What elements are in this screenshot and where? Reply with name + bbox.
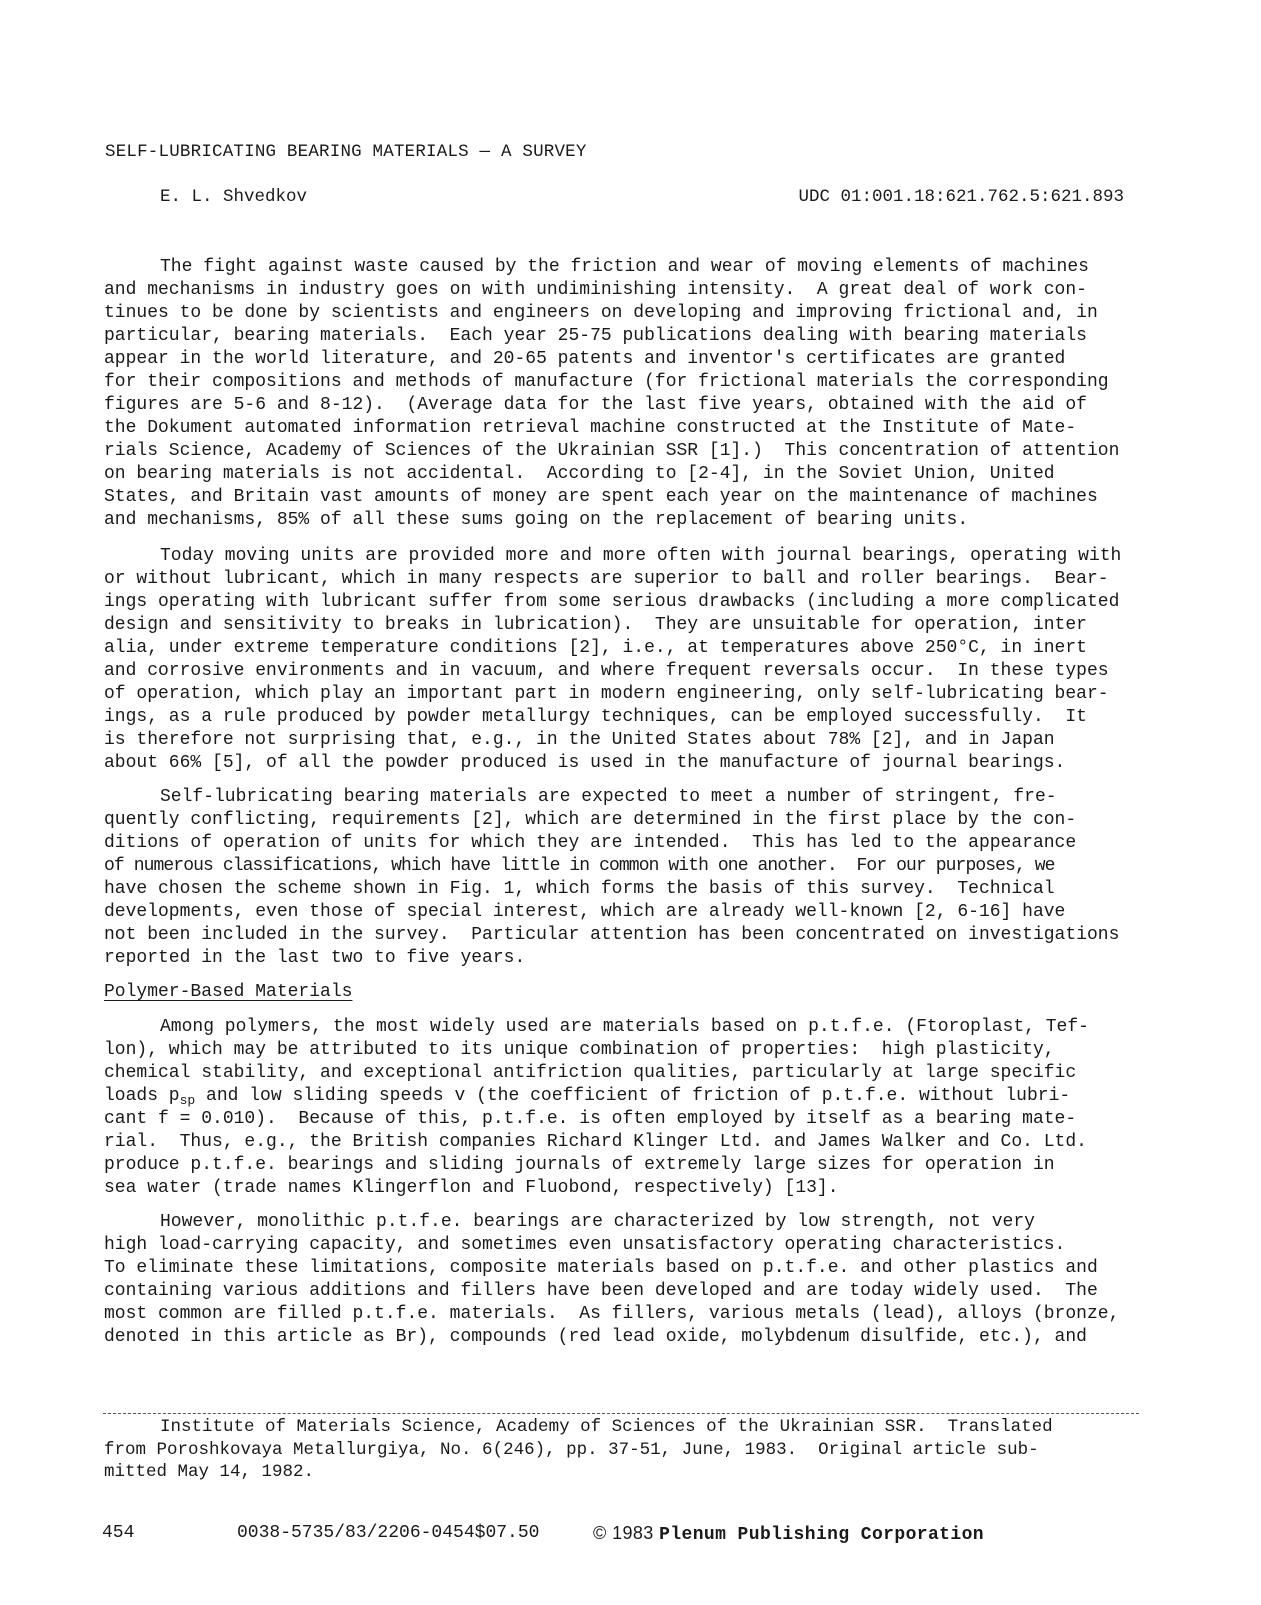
footnote-line: from Poroshkovaya Metallurgiya, No. 6(246), pp. 37-51, June, 1983. Original article sub- — [104, 1439, 1039, 1460]
text-line: developments, even those of special interest, which are already well-known [2, 6-16] have — [104, 902, 1066, 922]
text-line: denoted in this article as Br), compounds (red lead oxide, molybdenum disulfide, etc.), and — [104, 1327, 1087, 1347]
loads-text: loads p — [104, 1086, 180, 1106]
text-line: reported in the last two to five years. — [104, 948, 526, 968]
text-line: is therefore not surprising that, e.g., in the United States about 78% [2], and in Japan — [104, 730, 1055, 750]
text-line: the Dokument automated information retrieval machine constructed at the Institute of Mate- — [104, 418, 1077, 438]
text-line: Among polymers, the most widely used are materials based on p.t.f.e. (Ftoroplast, Tef- — [160, 1017, 1089, 1037]
text-line: rial. Thus, e.g., the British companies Richard Klinger Ltd. and James Walker and Co. Ltd. — [104, 1132, 1087, 1152]
text-line: quently conflicting, requirements [2], which are determined in the first place by the con- — [104, 810, 1077, 830]
article-code: 0038-5735/83/2206-0454$07.50 — [237, 1523, 540, 1543]
copyright-year: © 1983 — [593, 1523, 654, 1543]
section-heading: Polymer-Based Materials — [104, 982, 353, 1002]
footnote — [104, 1416, 1053, 1484]
text-line: most common are filled p.t.f.e. materials. As fillers, various metals (lead), alloys (bronze, — [104, 1304, 1120, 1324]
paragraph-intro — [104, 256, 1164, 532]
text-line: on bearing materials is not accidental. According to [2-4], in the Soviet Union, United — [104, 464, 1055, 484]
text-line: appear in the world literature, and 20-65 patents and inventor's certificates are granted — [104, 349, 1066, 369]
text-line: of numerous classifications, which have little in common with one another. For our purposes, we — [104, 856, 1055, 876]
paragraph-polymers — [104, 1016, 1164, 1200]
footnote-line: Institute of Materials Science, Academy of Sciences of the Ukrainian SSR. Translated — [160, 1417, 1053, 1437]
text-line: cant f = 0.010). Because of this, p.t.f.e. is often employed by itself as a bearing mate- — [104, 1109, 1077, 1129]
text-line: and corrosive environments and in vacuum, and where frequent reversals occur. In these types — [104, 661, 1109, 681]
text-line: alia, under extreme temperature conditions [2], i.e., at temperatures above 250°C, in inert — [104, 638, 1087, 658]
udc-code: UDC 01:001.18:621.762.5:621.893 — [798, 187, 1124, 207]
article-title: SELF-LUBRICATING BEARING MATERIALS — A SURVEY — [105, 142, 587, 162]
text-line: of operation, which play an important part in modern engineering, only self-lubricating bear- — [104, 684, 1109, 704]
text-line: Today moving units are provided more and more often with journal bearings, operating with — [160, 546, 1122, 566]
publisher-name: Plenum Publishing Corporation — [659, 1525, 984, 1545]
text-line: tinues to be done by scientists and engineers on developing and improving frictional and, in — [104, 303, 1098, 323]
text-line-loads — [104, 1085, 1164, 1108]
paragraph-requirements — [104, 786, 1164, 970]
text-line: sea water (trade names Klingerflon and Fluobond, respectively) [13]. — [104, 1178, 839, 1198]
copyright-notice — [593, 1523, 984, 1545]
text-line: The fight against waste caused by the friction and wear of moving elements of machines — [160, 257, 1089, 277]
text-line: particular, bearing materials. Each year 25-75 publications dealing with bearing materials — [104, 326, 1087, 346]
page-number: 454 — [102, 1523, 135, 1543]
text-line: and mechanisms in industry goes on with undiminishing intensity. A great deal of work con- — [104, 280, 1087, 300]
paragraph-journal-bearings — [104, 545, 1164, 775]
text-line: for their compositions and methods of manufacture (for frictional materials the corresponding — [104, 372, 1109, 392]
loads-rest: and low sliding speeds v (the coefficient of friction of p.t.f.e. without lubri- — [195, 1086, 1071, 1106]
text-line: about 66% [5], of all the powder produced is used in the manufacture of journal bearings. — [104, 753, 1066, 773]
loads-subscript: sp — [179, 1093, 196, 1108]
text-line: To eliminate these limitations, composite materials based on p.t.f.e. and other plastics and — [104, 1258, 1098, 1278]
footnote-divider — [103, 1413, 1139, 1414]
text-line: ditions of operation of units for which they are intended. This has led to the appearance — [104, 833, 1077, 853]
text-line: chemical stability, and exceptional antifriction qualities, particularly at large specific — [104, 1063, 1077, 1083]
paragraph-composites — [104, 1211, 1164, 1349]
text-line: figures are 5-6 and 8-12). (Average data for the last five years, obtained with the aid of — [104, 395, 1087, 415]
text-line: or without lubricant, which in many respects are superior to ball and roller bearings. Bear- — [104, 569, 1109, 589]
footnote-line: mitted May 14, 1982. — [104, 1462, 315, 1482]
author-name: E. L. Shvedkov — [160, 187, 308, 207]
text-line: design and sensitivity to breaks in lubrication). They are unsuitable for operation, inter — [104, 615, 1087, 635]
text-line: containing various additions and fillers have been developed and are today widely used. The — [104, 1281, 1098, 1301]
text-line: States, and Britain vast amounts of money are spent each year on the maintenance of machines — [104, 487, 1098, 507]
text-line: ings operating with lubricant suffer from some serious drawbacks (including a more complicated — [104, 592, 1120, 612]
text-line: and mechanisms, 85% of all these sums going on the replacement of bearing units. — [104, 510, 969, 530]
text-line: not been included in the survey. Particular attention has been concentrated on investigations — [104, 925, 1120, 945]
text-line: ings, as a rule produced by powder metallurgy techniques, can be employed successfully. It — [104, 707, 1087, 727]
text-line: have chosen the scheme shown in Fig. 1, which forms the basis of this survey. Technical — [104, 879, 1055, 899]
text-line: Self-lubricating bearing materials are expected to meet a number of stringent, fre- — [160, 787, 1057, 807]
text-line: high load-carrying capacity, and sometimes even unsatisfactory operating characteristics. — [104, 1235, 1066, 1255]
text-line: produce p.t.f.e. bearings and sliding journals of extremely large sizes for operation in — [104, 1155, 1055, 1175]
text-line: rials Science, Academy of Sciences of the Ukrainian SSR [1].) This concentration of attention — [104, 441, 1120, 461]
text-line: However, monolithic p.t.f.e. bearings are characterized by low strength, not very — [160, 1212, 1035, 1232]
text-line: lon), which may be attributed to its unique combination of properties: high plasticity, — [104, 1040, 1055, 1060]
